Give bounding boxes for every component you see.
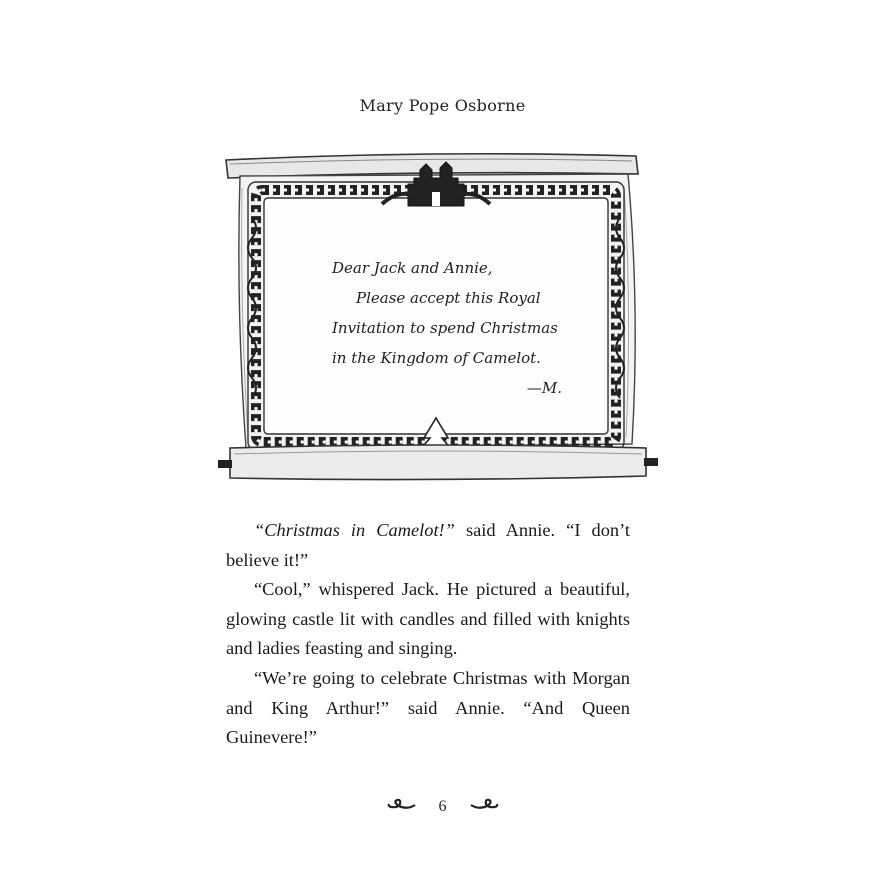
paragraph: “Cool,” whispered Jack. He pictured a beautiful, glowing castle lit with candles and filled with knights and ladies feasting and singing.: [226, 579, 630, 659]
swirl-ornament-icon: [387, 798, 417, 817]
body-text: [226, 516, 630, 753]
letter-line: Invitation to spend Christmas: [332, 319, 558, 337]
swirl-ornament-icon: [469, 798, 499, 817]
paragraph-text: said Annie. “I don’t believe it!”: [226, 520, 630, 570]
invitation-scroll: [212, 148, 662, 493]
running-head: Mary Pope Osborne: [359, 96, 526, 115]
page-footer: [0, 798, 885, 817]
letter-line: Please accept this Royal: [356, 289, 541, 307]
paragraph: “We’re going to celebrate Christmas with Morgan and King Arthur!” said Annie. “And Queen Guinevere!”: [226, 667, 630, 748]
invitation-letter: [332, 253, 562, 403]
letter-signature: —M.: [526, 379, 562, 397]
page-number: 6: [438, 798, 447, 816]
paragraph-emphasis: “Christmas in Camelot!”: [254, 520, 455, 540]
letter-line: in the Kingdom of Camelot.: [332, 349, 541, 367]
letter-salutation: Dear Jack and Annie,: [332, 259, 493, 277]
paragraph: [226, 516, 630, 575]
